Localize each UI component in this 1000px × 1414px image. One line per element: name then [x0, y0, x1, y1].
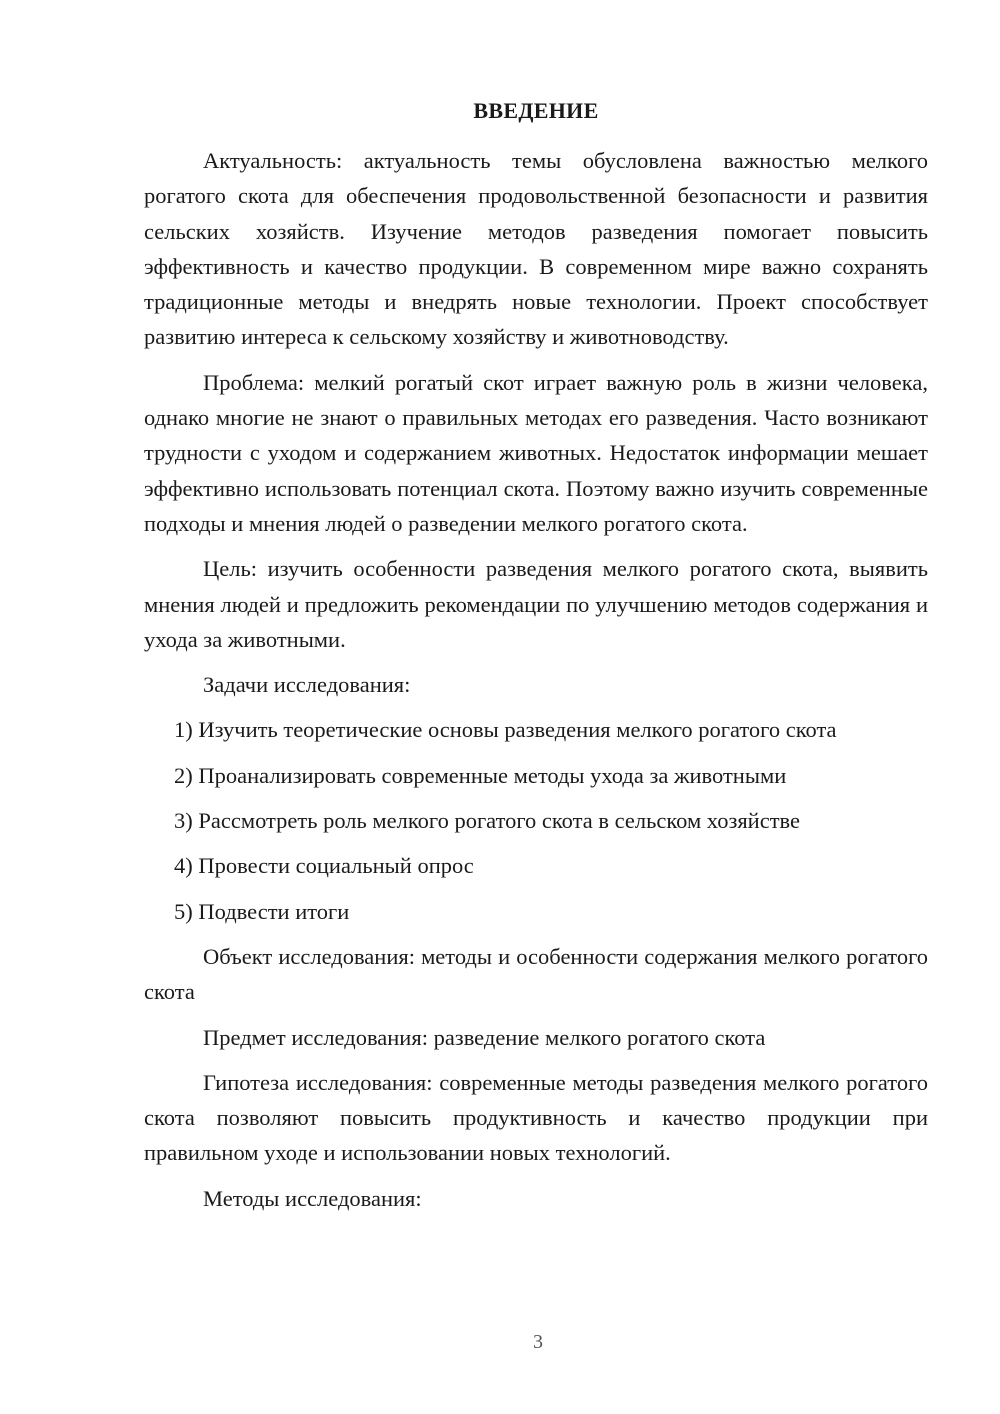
tasks-heading: Задачи исследования:: [203, 672, 411, 698]
page-content: [144, 96, 928, 1226]
section-heading: ВВЕДЕНИЕ: [473, 98, 599, 123]
task-item: 2) Проанализировать современные методы ухода за животными: [174, 762, 787, 788]
relevance-paragraph: Актуальность: актуальность темы обусловлена важностью мелкого рогатого скота для обеспечения продовольственной безопасности и развития сельских хозяйств. Изучение методов разведения помогает повысить эффективность и качество продукции. В современном мире важно сохранять традиционные методы и внедрять новые технологии. Проект способствует развитию интереса к сельскому хозяйству и животноводству.: [144, 148, 928, 350]
task-item: 4) Провести социальный опрос: [174, 853, 474, 879]
object-paragraph: Объект исследования: методы и особенности содержания мелкого рогатого скота: [144, 943, 928, 1005]
tasks-list: [144, 712, 928, 928]
subject-paragraph: Предмет исследования: разведение мелкого рогатого скота: [203, 1024, 766, 1050]
task-item: 1) Изучить теоретические основы разведения мелкого рогатого скота: [174, 717, 837, 743]
problem-paragraph: Проблема: мелкий рогатый скот играет важную роль в жизни человека, однако многие не знают о правильных методах его разведения. Часто возникают трудности с уходом и содержанием животных. Недостаток информации мешает эффективно использовать потенциал скота. Поэтому важно изучить современные подходы и мнения людей о разведении мелкого рогатого скота.: [144, 369, 928, 536]
task-item: 5) Подвести итоги: [174, 898, 350, 924]
goal-paragraph: Цель: изучить особенности разведения мелкого рогатого скота, выявить мнения людей и предложить рекомендации по улучшению методов содержания и ухода за животными.: [144, 556, 928, 652]
task-item: 3) Рассмотреть роль мелкого рогатого скота в сельском хозяйстве: [174, 808, 801, 834]
methods-heading: Методы исследования:: [203, 1185, 422, 1211]
hypothesis-paragraph: Гипотеза исследования: современные методы разведения мелкого рогатого скота позволяют повысить продуктивность и качество продукции при правильном уходе и использовании новых технологий.: [144, 1069, 928, 1166]
page-number: 3: [533, 1331, 543, 1353]
